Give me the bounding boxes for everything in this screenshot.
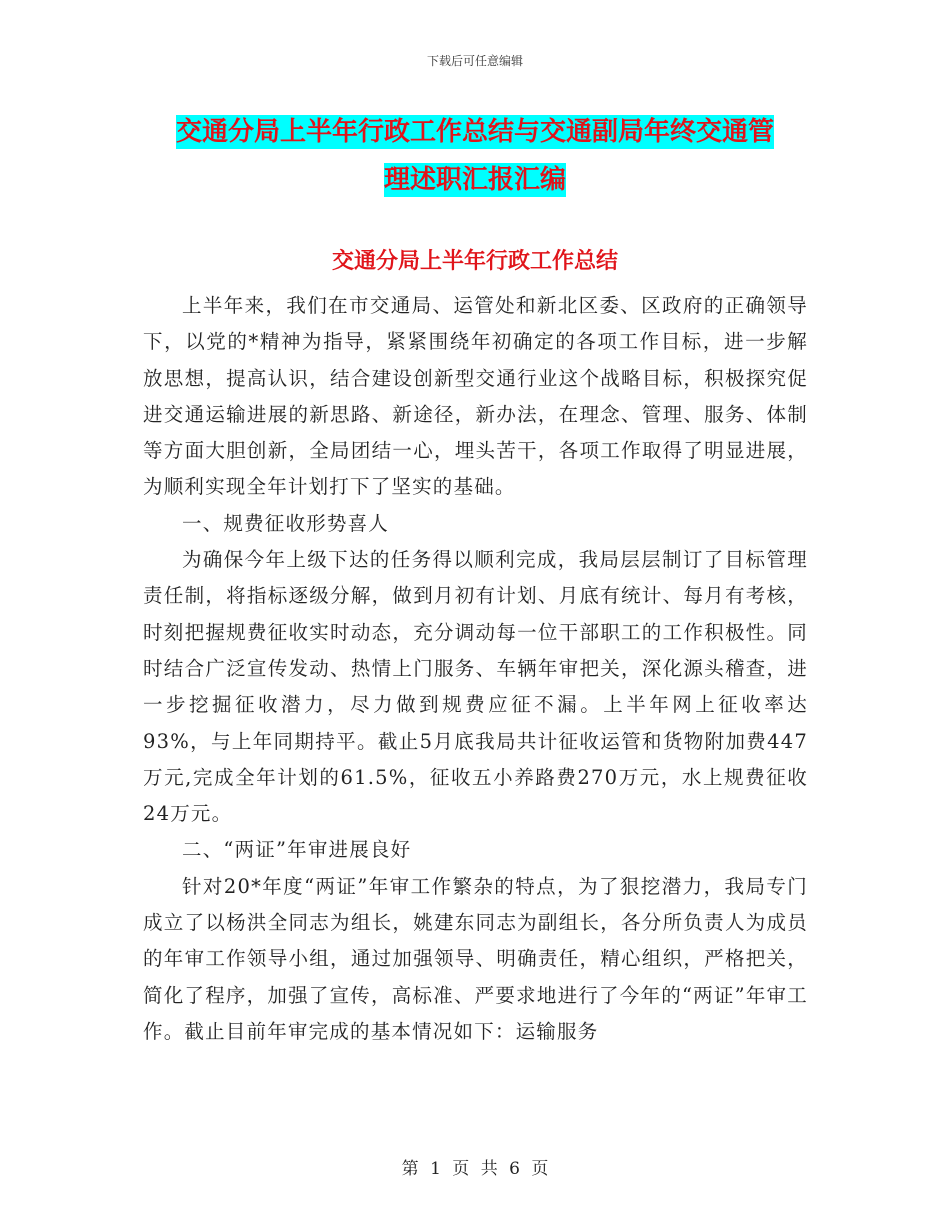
title-line-2: 理述职汇报汇编 [383, 165, 566, 195]
heading-annual-review: 二、“两证”年审进展良好 [182, 838, 412, 862]
heading-fee-collection: 一、规费征收形势喜人 [182, 511, 390, 535]
section-title: 交通分局上半年行政工作总结 [331, 249, 618, 274]
paragraph-fee-collection: 为确保今年上级下达的任务得以顺利完成，我局层层制订了目标管理责任制，将指标逐级分解，做到月初有计划、月底有统计、每月有考核，时刻把握规费征收实时动态，充分调动每一位干部职工的工作积极性。同时结合广泛宣传发动、热情上门服务、车辆年审把关，深化源头稽查，进一步挖掘征收潜力，尽力做到规费应征不漏。上半年网上征收率达93%，与上年同期持平。截止5月底我局共计征收运管和货物附加费447万元,完成全年计划的61.5%，征收五小养路费270万元，水上规费征收24万元。 [143, 548, 808, 826]
page-number: 第 1 页 共 6 页 [401, 1159, 549, 1179]
paragraph-intro: 上半年来，我们在市交通局、运管处和新北区委、区政府的正确领导下，以党的*精神为指导，紧紧围绕年初确定的各项工作目标，进一步解放思想，提高认识，结合建设创新型交通行业这个战略目标，积极探究促进交通运输进展的新思路、新途径，新办法，在理念、管理、服务、体制等方面大胆创新，全局团结一心，埋头苦干，各项工作取得了明显进展，为顺利实现全年计划打下了坚实的基础。 [143, 294, 808, 499]
document-body [143, 288, 808, 1050]
header-note: 下载后可任意编辑 [426, 54, 523, 68]
title-line-1: 交通分局上半年行政工作总结与交通副局年终交通管 [175, 117, 774, 147]
paragraph-annual-review: 针对20*年度“两证”年审工作繁杂的特点，为了狠挖潜力，我局专门成立了以杨洪全同志为组长，姚建东同志为副组长，各分所负责人为成员的年审工作领导小组，通过加强领导、明确责任，精心组织，严格把关，简化了程序，加强了宣传，高标准、严要求地进行了今年的“两证”年审工作。截止目前年审完成的基本情况如下：运输服务 [143, 874, 808, 1043]
document-title [0, 108, 950, 204]
